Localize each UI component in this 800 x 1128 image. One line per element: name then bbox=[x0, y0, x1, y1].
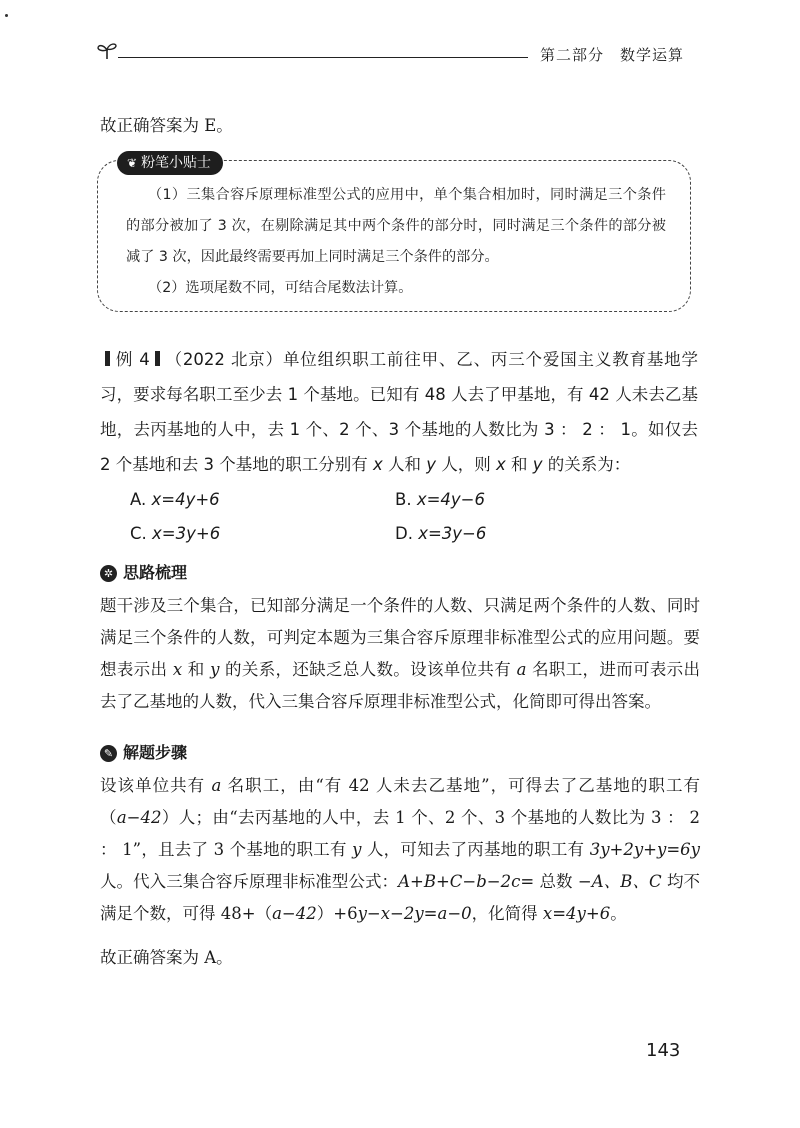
option-c[interactable] bbox=[130, 524, 220, 543]
math-expr: x=4y+6 bbox=[542, 904, 611, 923]
solution-text: 人，可知去了丙基地的职工有 bbox=[361, 840, 590, 859]
option-a[interactable] bbox=[130, 490, 220, 509]
solution-text: 名职工，由“有 42 人未去乙基地”，可得去了乙基地的职工有（ bbox=[100, 776, 700, 827]
tip-badge-label: 粉笔小贴士 bbox=[141, 155, 212, 171]
analysis-paragraph bbox=[100, 590, 700, 718]
stem-text: 和 bbox=[505, 455, 533, 474]
example-source: （2022 北京） bbox=[164, 350, 283, 369]
example-stem bbox=[100, 342, 698, 482]
option-b[interactable] bbox=[395, 490, 485, 509]
analysis-heading bbox=[100, 560, 187, 583]
solution-text: 。 bbox=[610, 904, 627, 923]
example-label: 例 4 bbox=[115, 350, 150, 369]
stem-text: 人，则 bbox=[436, 455, 497, 474]
solution-text: = 总数 − bbox=[520, 872, 592, 891]
solution-heading bbox=[100, 740, 187, 763]
solution-text: ，化简得 bbox=[471, 904, 543, 923]
analysis-text: 和 bbox=[182, 660, 211, 679]
var-a: a bbox=[211, 776, 222, 795]
analysis-text: 名职工，进而可表示出去了乙基地的人数，代入三集合容斥原理非标准型公式，化简即可得出答案。 bbox=[100, 660, 700, 711]
var-a: a bbox=[516, 660, 527, 679]
marker-bar bbox=[105, 351, 110, 366]
header-rule bbox=[118, 57, 528, 58]
final-answer: 故正确答案为 A。 bbox=[100, 948, 233, 967]
previous-answer: 故正确答案为 E。 bbox=[100, 116, 233, 135]
var-y: y bbox=[352, 840, 362, 859]
tip-paragraph-2: （2）选项尾数不同，可结合尾数法计算。 bbox=[148, 280, 413, 296]
option-expr: x=3y+6 bbox=[152, 524, 221, 543]
var-y: y bbox=[426, 455, 437, 474]
math-expr: A、B、C bbox=[591, 872, 662, 891]
stem-text: 人和 bbox=[382, 455, 427, 474]
tip-paragraph-1: （1）三集合容斥原理标准型公式的应用中，单个集合相加时，同时满足三个条件的部分被加了 3 次，在剔除满足其中两个条件的部分时，同时满足三个条件的部分被减了 3 次，因此最终需要再加上同时满足三个条件的部分。 bbox=[126, 187, 666, 265]
option-letter: B. bbox=[395, 490, 412, 509]
solution-text: ）人；由“去丙基地的人中，去 1 个、2 个、3 个基地的人数比为 3 ： 2 ： 1”，且去了 3 个基地的职工有 bbox=[100, 808, 701, 859]
var-y: y bbox=[210, 660, 220, 679]
var-x: x bbox=[172, 660, 183, 679]
tip-content bbox=[126, 180, 666, 304]
tip-badge bbox=[117, 151, 223, 175]
option-letter: A. bbox=[130, 490, 147, 509]
option-expr: x=4y+6 bbox=[151, 490, 220, 509]
var-y: y bbox=[532, 455, 543, 474]
marker-bar bbox=[155, 351, 160, 366]
analysis-text: 的关系，还缺乏总人数。设该单位共有 bbox=[219, 660, 517, 679]
math-expr: a−42 bbox=[116, 808, 162, 827]
analysis-title: 思路梳理 bbox=[123, 563, 188, 582]
option-letter: D. bbox=[395, 524, 413, 543]
option-expr: x=3y−6 bbox=[418, 524, 487, 543]
stem-text: 的关系为： bbox=[542, 455, 631, 474]
solution-title: 解题步骤 bbox=[123, 743, 188, 762]
math-expr: a−42 bbox=[272, 904, 317, 923]
solution-paragraph bbox=[100, 770, 700, 930]
solution-text: 设该单位共有 bbox=[100, 776, 212, 795]
option-d[interactable] bbox=[395, 524, 486, 543]
math-expr: y−x−2y=a−0 bbox=[357, 904, 472, 923]
leaf-icon: ❦ bbox=[127, 156, 138, 170]
scan-speck bbox=[5, 14, 8, 17]
gear-icon: ✲ bbox=[100, 565, 117, 582]
solution-text: ）+6 bbox=[316, 904, 358, 923]
stem-text: 单位组织职工前往甲、乙、丙三个爱国主义教育基地学习，要求每名职工至少去 1 个基地。已知有 48 人去了甲基地，有 42 人未去乙基地，去丙基地的人中，去 1 个、2 个、3 个基地的人数比为 3 ： 2 ： 1。如仅去 2 个基地和去 3 个基地的职工分别有 bbox=[100, 350, 698, 474]
solution-text: 均不满足个数，可得 48+（ bbox=[100, 872, 701, 923]
math-expr: A+B+C−b−2c bbox=[398, 872, 521, 891]
pencil-icon: ✎ bbox=[100, 745, 117, 762]
var-x: x bbox=[372, 455, 383, 474]
var-x: x bbox=[496, 455, 506, 474]
page-number: 143 bbox=[646, 1040, 681, 1061]
option-expr: x=4y−6 bbox=[416, 490, 486, 509]
analysis-text: 题干涉及三个集合，已知部分满足一个条件的人数、只满足两个条件的人数、同时满足三个条件的人数，可判定本题为三集合容斥原理非标准型公式的应用问题。要想表示出 bbox=[100, 596, 700, 679]
sprout-icon bbox=[96, 40, 118, 60]
running-header: 第二部分 数学运算 bbox=[540, 46, 685, 64]
math-expr: 3y+2y+y=6y bbox=[589, 840, 700, 859]
solution-text: 人。代入三集合容斥原理非标准型公式： bbox=[100, 872, 399, 891]
option-letter: C. bbox=[130, 524, 147, 543]
